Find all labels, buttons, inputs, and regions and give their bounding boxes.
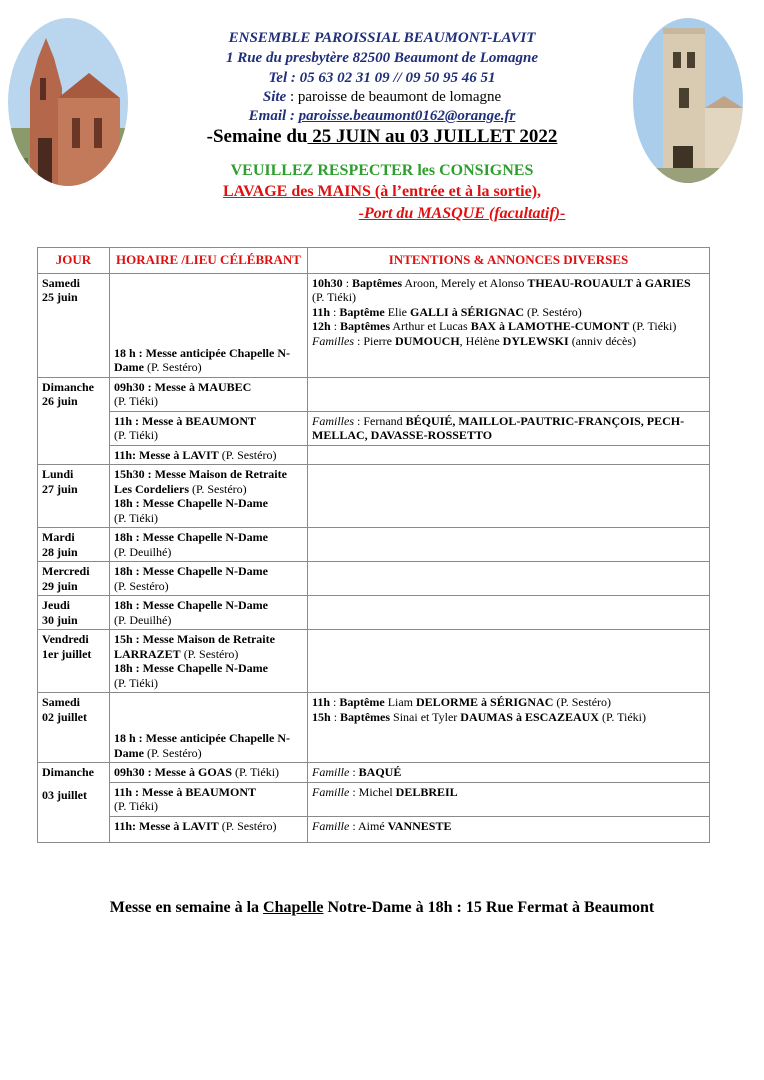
table-row [38, 377, 710, 411]
intention-line: 12h : Baptêmes Arthur et Lucas BAX à LAMOTHE-CUMONT (P. Tiéki) [312, 319, 677, 333]
mass-cell: 18 h : Messe anticipée Chapelle N-Dame (P. Sestéro) [110, 693, 308, 763]
intention-line: 11h : Baptême Elie GALLI à SÉRIGNAC (P. Sestéro) [312, 304, 582, 319]
mass-cell: 09h30 : Messe à MAUBEC (P. Tiéki) [110, 377, 308, 411]
site-label: Site [262, 89, 287, 105]
col-header-jour: JOUR [38, 248, 110, 274]
day-date: 26 juin [42, 394, 78, 408]
mass-cell: 11h: Messe à LAVIT (P. Sestéro) [110, 445, 308, 465]
week-prefix: -Semaine du [206, 126, 308, 147]
day-cell: Dimanche 03 juillet [38, 763, 110, 843]
email-link[interactable]: paroisse.beaumont0162@orange.fr [298, 108, 516, 124]
intentions-cell [308, 528, 710, 562]
email-label: Email : [248, 108, 299, 124]
intentions-cell [308, 273, 710, 377]
table-row [38, 630, 710, 693]
parish-name: ENSEMBLE PAROISSIAL BEAUMONT-LAVIT [228, 30, 536, 46]
intentions-cell: Famille : Aimé VANNESTE [308, 816, 710, 842]
parish-address: 1 Rue du presbytère 82500 Beaumont de Lomagne [225, 50, 539, 66]
parish-phone: Tel : 05 63 02 31 09 // 09 50 95 46 51 [268, 70, 496, 86]
masque-notice: -Port du MASQUE (facultatif)- [358, 205, 566, 222]
day-cell [38, 273, 110, 377]
day-cell: Mercredi 29 juin [38, 562, 110, 596]
intentions-cell [308, 377, 710, 411]
table-row [38, 816, 710, 842]
mass-cell: 18h : Messe Chapelle N-Dame (P. Deuilhé) [110, 528, 308, 562]
mass-cell: 11h: Messe à LAVIT (P. Sestéro) [110, 816, 308, 842]
table-row [38, 411, 710, 445]
mass-cell: 11h : Messe à BEAUMONT (P. Tiéki) [110, 782, 308, 816]
intentions-cell: Familles : Fernand BÉQUIÉ, MAILLOL-PAUTRIC-FRANÇOIS, PECH-MELLAC, DAVASSE-ROSSETTO [308, 411, 710, 445]
table-row [38, 763, 710, 783]
mass-text: 18 h : Messe anticipée Chapelle N-Dame [114, 345, 290, 374]
day-cell: Vendredi 1er juillet [38, 630, 110, 693]
mass-celebrant: (P. Sestéro) [144, 360, 202, 374]
table-row [38, 273, 710, 377]
table-row [38, 782, 710, 816]
footer-note [0, 899, 764, 917]
day-name: Dimanche [42, 379, 94, 394]
intention-line: 10h30 : Baptêmes Aroon, Merely et Alonso THEAU-ROUAULT à GARIES (P. Tiéki) [312, 275, 691, 304]
mass-cell: 18h : Messe Chapelle N-Dame (P. Sestéro) [110, 562, 308, 596]
intentions-cell [308, 596, 710, 630]
intentions-cell: Famille : BAQUÉ [308, 763, 710, 783]
day-cell [38, 377, 110, 465]
intentions-cell: Famille : Michel DELBREIL [308, 782, 710, 816]
footer-pre: Messe en semaine à la [109, 899, 264, 916]
mass-cell: 11h : Messe à BEAUMONT (P. Tiéki) [110, 411, 308, 445]
intentions-cell [308, 562, 710, 596]
day-date: 25 juin [42, 290, 78, 304]
day-cell: Samedi 02 juillet [38, 693, 110, 763]
day-cell: Mardi 28 juin [38, 528, 110, 562]
intentions-cell [308, 630, 710, 693]
col-header-intentions: INTENTIONS & ANNONCES DIVERSES [308, 248, 710, 274]
parish-site [0, 89, 764, 106]
footer-post: Notre-Dame à 18h : 15 Rue Fermat à Beaumont [323, 899, 655, 916]
table-row [38, 465, 710, 528]
day-cell: Lundi 27 juin [38, 465, 110, 528]
intention-line: 11h : Baptême Liam DELORME à SÉRIGNAC (P. Sestéro) [312, 695, 612, 709]
col-header-horaire: HORAIRE /LIEU CÉLÉBRANT [110, 248, 308, 274]
parish-email [0, 108, 764, 125]
day-cell: Jeudi 30 juin [38, 596, 110, 630]
week-range: 25 JUIN au 03 JUILLET 2022 [307, 126, 558, 147]
intentions-cell [308, 465, 710, 528]
week-title [0, 126, 764, 148]
site-value: : paroisse de beaumont de lomagne [286, 89, 502, 105]
mass-cell [110, 273, 308, 377]
mass-cell: 15h : Messe Maison de Retraite LARRAZET (P. Sestéro) 18h : Messe Chapelle N-Dame (P. Tiéki) [110, 630, 308, 693]
mass-cell: 15h30 : Messe Maison de Retraite Les Cordeliers (P. Sestéro) 18h : Messe Chapelle N-Dame (P. Tiéki) [110, 465, 308, 528]
consignes-notice: VEUILLEZ RESPECTER les CONSIGNES [230, 162, 534, 179]
table-header-row [38, 248, 710, 274]
intentions-cell [308, 445, 710, 465]
intention-line: 15h : Baptêmes Sinai et Tyler DAUMAS à ESCAZEAUX (P. Tiéki) [312, 709, 647, 724]
day-name: Samedi [42, 275, 81, 290]
table-row [38, 528, 710, 562]
table-row [38, 562, 710, 596]
table-row [38, 596, 710, 630]
mass-cell: 18h : Messe Chapelle N-Dame (P. Deuilhé) [110, 596, 308, 630]
table-row [38, 693, 710, 763]
lavage-notice: LAVAGE des MAINS (à l’entrée et à la sortie), [222, 183, 542, 200]
intention-line: Familles : Pierre DUMOUCH, Hélène DYLEWSKI (anniv décès) [312, 333, 636, 348]
schedule-table [37, 247, 710, 843]
intentions-cell [308, 693, 710, 763]
footer-chapelle: Chapelle [263, 899, 324, 916]
mass-cell: 09h30 : Messe à GOAS (P. Tiéki) [110, 763, 308, 783]
table-row [38, 445, 710, 465]
